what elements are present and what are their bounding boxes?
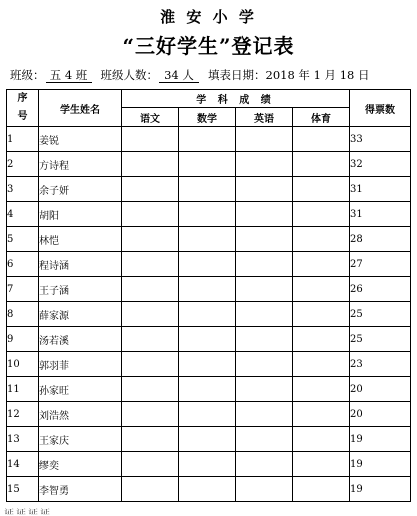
subjects-header: 学 科 成 绩: [122, 90, 350, 108]
row-score-pe: [293, 252, 350, 277]
table-row: [7, 302, 411, 327]
row-score-math: [179, 302, 236, 327]
row-seq: 12: [7, 402, 39, 427]
row-votes: 32: [350, 152, 411, 177]
row-score-chinese: [122, 152, 179, 177]
row-student-name: 薛家源: [39, 302, 122, 327]
row-votes: 26: [350, 277, 411, 302]
row-votes: 19: [350, 427, 411, 452]
row-score-pe: [293, 477, 350, 502]
row-score-math: [179, 127, 236, 152]
table-row: [7, 327, 411, 352]
row-score-english: [236, 452, 293, 477]
row-score-pe: [293, 427, 350, 452]
row-score-chinese: [122, 302, 179, 327]
row-votes: 27: [350, 252, 411, 277]
row-votes: 20: [350, 402, 411, 427]
row-score-chinese: [122, 427, 179, 452]
row-score-chinese: [122, 402, 179, 427]
row-student-name: 李智勇: [39, 477, 122, 502]
row-score-chinese: [122, 177, 179, 202]
class-count-label: 班级人数：: [100, 68, 158, 82]
row-student-name: 程诗涵: [39, 252, 122, 277]
row-seq: 11: [7, 377, 39, 402]
row-score-chinese: [122, 277, 179, 302]
row-seq: 15: [7, 477, 39, 502]
row-seq: 14: [7, 452, 39, 477]
row-score-english: [236, 227, 293, 252]
row-seq: 8: [7, 302, 39, 327]
row-student-name: 孙家旺: [39, 377, 122, 402]
table-row: [7, 352, 411, 377]
class-value: 五 4 班: [46, 69, 92, 83]
row-seq: 13: [7, 427, 39, 452]
row-score-chinese: [122, 227, 179, 252]
row-score-pe: [293, 277, 350, 302]
row-score-english: [236, 177, 293, 202]
row-votes: 23: [350, 352, 411, 377]
table-row: [7, 477, 411, 502]
row-score-english: [236, 277, 293, 302]
row-score-english: [236, 327, 293, 352]
row-votes: 25: [350, 302, 411, 327]
row-score-math: [179, 377, 236, 402]
cut-off-footer: 证证证证: [4, 509, 52, 516]
row-votes: 33: [350, 127, 411, 152]
row-score-math: [179, 427, 236, 452]
row-score-english: [236, 127, 293, 152]
row-student-name: 汤若溪: [39, 327, 122, 352]
school-name: 淮 安 小 学: [160, 8, 257, 26]
row-score-chinese: [122, 252, 179, 277]
row-score-math: [179, 352, 236, 377]
row-score-chinese: [122, 452, 179, 477]
row-votes: 20: [350, 377, 411, 402]
table-row: [7, 227, 411, 252]
row-score-pe: [293, 402, 350, 427]
row-seq: 4: [7, 202, 39, 227]
name-header: 学生姓名: [39, 90, 122, 127]
row-seq: 9: [7, 327, 39, 352]
row-score-pe: [293, 377, 350, 402]
row-seq: 2: [7, 152, 39, 177]
row-score-english: [236, 302, 293, 327]
row-score-chinese: [122, 352, 179, 377]
row-score-english: [236, 402, 293, 427]
row-seq: 6: [7, 252, 39, 277]
row-score-math: [179, 477, 236, 502]
subject-header-chinese: 语文: [122, 108, 179, 127]
row-score-pe: [293, 202, 350, 227]
row-student-name: 王家庆: [39, 427, 122, 452]
table-row: [7, 277, 411, 302]
table-row: [7, 402, 411, 427]
row-score-chinese: [122, 327, 179, 352]
row-votes: 25: [350, 327, 411, 352]
form-meta: [10, 67, 370, 83]
row-score-english: [236, 252, 293, 277]
row-score-pe: [293, 327, 350, 352]
table-row: [7, 377, 411, 402]
row-score-pe: [293, 452, 350, 477]
table-row: [7, 127, 411, 152]
registration-table: [6, 89, 411, 502]
row-score-pe: [293, 227, 350, 252]
votes-header: 得票数: [350, 90, 411, 127]
row-score-math: [179, 227, 236, 252]
table-row: [7, 152, 411, 177]
subject-header-math: 数学: [179, 108, 236, 127]
table-row: [7, 177, 411, 202]
row-score-english: [236, 477, 293, 502]
class-count-value: 34 人: [159, 69, 199, 83]
subject-header-english: 英语: [236, 108, 293, 127]
row-seq: 3: [7, 177, 39, 202]
table-row: [7, 427, 411, 452]
row-score-english: [236, 202, 293, 227]
row-score-english: [236, 152, 293, 177]
row-score-math: [179, 277, 236, 302]
row-student-name: 姜锐: [39, 127, 122, 152]
row-score-pe: [293, 152, 350, 177]
form-title: “三好学生”登记表: [122, 34, 295, 58]
row-score-pe: [293, 352, 350, 377]
row-votes: 19: [350, 477, 411, 502]
row-seq: 1: [7, 127, 39, 152]
row-student-name: 林恺: [39, 227, 122, 252]
row-score-chinese: [122, 477, 179, 502]
row-votes: 31: [350, 177, 411, 202]
row-score-chinese: [122, 202, 179, 227]
row-score-english: [236, 352, 293, 377]
subject-header-pe: 体育: [293, 108, 350, 127]
table-row: [7, 452, 411, 477]
table-row: [7, 252, 411, 277]
row-score-math: [179, 252, 236, 277]
class-label: 班级：: [10, 68, 45, 82]
row-student-name: 胡阳: [39, 202, 122, 227]
row-student-name: 方诗程: [39, 152, 122, 177]
row-score-math: [179, 202, 236, 227]
row-seq: 10: [7, 352, 39, 377]
row-votes: 19: [350, 452, 411, 477]
row-student-name: 刘浩然: [39, 402, 122, 427]
seq-header: 序 号: [7, 90, 39, 127]
row-score-pe: [293, 177, 350, 202]
row-score-chinese: [122, 377, 179, 402]
row-score-chinese: [122, 127, 179, 152]
row-score-english: [236, 377, 293, 402]
row-score-math: [179, 152, 236, 177]
row-votes: 31: [350, 202, 411, 227]
row-score-math: [179, 177, 236, 202]
row-student-name: 缪奕: [39, 452, 122, 477]
row-score-math: [179, 402, 236, 427]
table-row: [7, 202, 411, 227]
row-votes: 28: [350, 227, 411, 252]
fill-date: 填表日期：2018 年 1 月 18 日: [208, 68, 370, 82]
row-student-name: 王子涵: [39, 277, 122, 302]
row-score-math: [179, 327, 236, 352]
row-score-english: [236, 427, 293, 452]
row-seq: 5: [7, 227, 39, 252]
row-student-name: 余子妍: [39, 177, 122, 202]
row-score-pe: [293, 127, 350, 152]
row-student-name: 郭羽菲: [39, 352, 122, 377]
row-score-pe: [293, 302, 350, 327]
row-seq: 7: [7, 277, 39, 302]
row-score-math: [179, 452, 236, 477]
